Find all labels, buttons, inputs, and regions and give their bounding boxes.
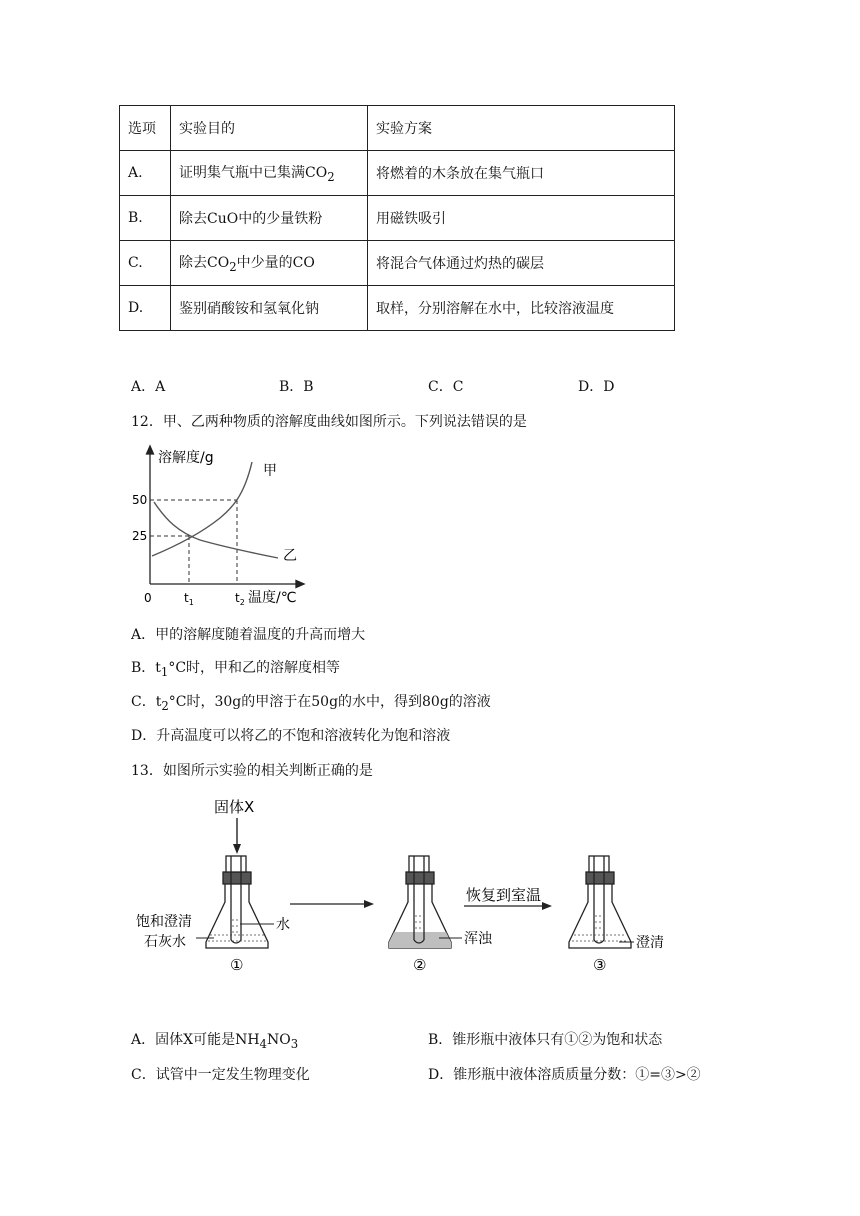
row-plan: 将混合气体通过灼热的碳层 (368, 241, 675, 286)
x-axis-arrow (296, 581, 304, 588)
flask-3-liquid (572, 916, 628, 941)
y-tick-25: 25 (132, 529, 148, 543)
header-plan: 实验方案 (368, 106, 675, 151)
restore-label: 恢复到室温 (466, 886, 542, 904)
purpose-subscript: 2 (229, 259, 237, 274)
saturated-label-line2: 石灰水 (144, 934, 186, 950)
right-arrow-icon (364, 900, 374, 908)
table-row (120, 241, 675, 286)
row-purpose: 除去CuO中的少量铁粉 (171, 196, 368, 241)
flask-1 (206, 856, 268, 948)
saturated-label-line1: 饱和澄清 (136, 914, 192, 930)
q12-option-c[interactable]: C．$t_2^\circ C$时，30g的甲溶于在50g的水中，得到80g的溶液 (131, 694, 491, 713)
purpose-text: 证明集气瓶中已集满CO (179, 165, 328, 182)
guide-lines (150, 500, 237, 584)
q12-option-a[interactable]: A．甲的溶解度随着温度的升高而增大 (131, 627, 366, 643)
q12-option-d[interactable]: D．升高温度可以将乙的不饱和溶液转化为饱和溶液 (131, 728, 451, 744)
q13-stem: 13．如图所示实验的相关判断正确的是 (131, 763, 373, 779)
x-tick-t2: $t_2$ (235, 591, 245, 607)
header-purpose: 实验目的 (171, 106, 368, 151)
q11-choice-c[interactable]: C．C (428, 379, 464, 395)
origin-label: 0 (144, 591, 152, 605)
turbid-liquid (389, 932, 451, 948)
row-option: D. (120, 286, 171, 331)
q13-option-b[interactable]: B．锥形瓶中液体只有①②为饱和状态 (428, 1032, 663, 1048)
q13-option-a[interactable]: A．固体X可能是$NH_4NO_3$ (131, 1032, 299, 1051)
right-arrow-icon (542, 902, 552, 910)
purpose-text-after: 中少量的CO (236, 255, 315, 272)
table-row (120, 286, 675, 331)
curve-yi-label: 乙 (283, 548, 297, 564)
q12-stem: 12．甲、乙两种物质的溶解度曲线如图所示。下列说法错误的是 (131, 414, 527, 430)
q12-option-b[interactable]: B．$t_1^\circ C$时，甲和乙的溶解度相等 (131, 660, 341, 679)
row-option: C. (120, 241, 171, 286)
flask-3 (569, 856, 631, 948)
y-axis-label: 溶解度/g (158, 450, 214, 466)
clear-label: 澄清 (636, 935, 664, 951)
solid-x-label: 固体X (214, 798, 255, 816)
curve-jia-label: 甲 (263, 463, 277, 479)
purpose-subscript: 2 (327, 169, 335, 184)
x-tick-t1: $t_1$ (184, 591, 194, 607)
row-option: A. (120, 151, 171, 196)
table-row (120, 151, 675, 196)
row-plan: 用磁铁吸引 (368, 196, 675, 241)
label-3: ③ (593, 956, 607, 974)
q13-option-c[interactable]: C．试管中一定发生物理变化 (131, 1067, 310, 1083)
row-plan: 将燃着的木条放在集气瓶口 (368, 151, 675, 196)
header-option: 选项 (120, 106, 171, 151)
row-option: B. (120, 196, 171, 241)
flask-1-liquid (208, 920, 266, 941)
table-row (120, 196, 675, 241)
water-label: 水 (276, 917, 290, 933)
turbid-label: 浑浊 (464, 931, 492, 947)
y-tick-50: 50 (132, 493, 148, 507)
curve-yi (154, 502, 278, 558)
experiment-table (119, 105, 675, 331)
table-header-row (120, 106, 675, 151)
row-purpose (171, 151, 368, 196)
x-axis-label: 温度/℃ (248, 590, 297, 606)
row-purpose (171, 241, 368, 286)
down-arrow-icon (233, 844, 241, 854)
q11-choice-b[interactable]: B．B (279, 379, 314, 395)
q13-option-d[interactable]: D．锥形瓶中液体溶质质量分数：①=③>② (428, 1067, 701, 1083)
label-2: ② (413, 956, 427, 974)
experiment-figure (134, 792, 694, 982)
row-plan: 取样，分别溶解在水中，比较溶液温度 (368, 286, 675, 331)
purpose-text: 除去CO (179, 255, 230, 272)
q11-choice-a[interactable]: A．A (131, 379, 166, 395)
row-purpose: 鉴别硝酸铵和氢氧化钠 (171, 286, 368, 331)
q11-choice-d[interactable]: D．D (578, 379, 615, 395)
y-axis-arrow (147, 446, 154, 454)
label-1: ① (230, 956, 244, 974)
solubility-graph (128, 440, 318, 610)
